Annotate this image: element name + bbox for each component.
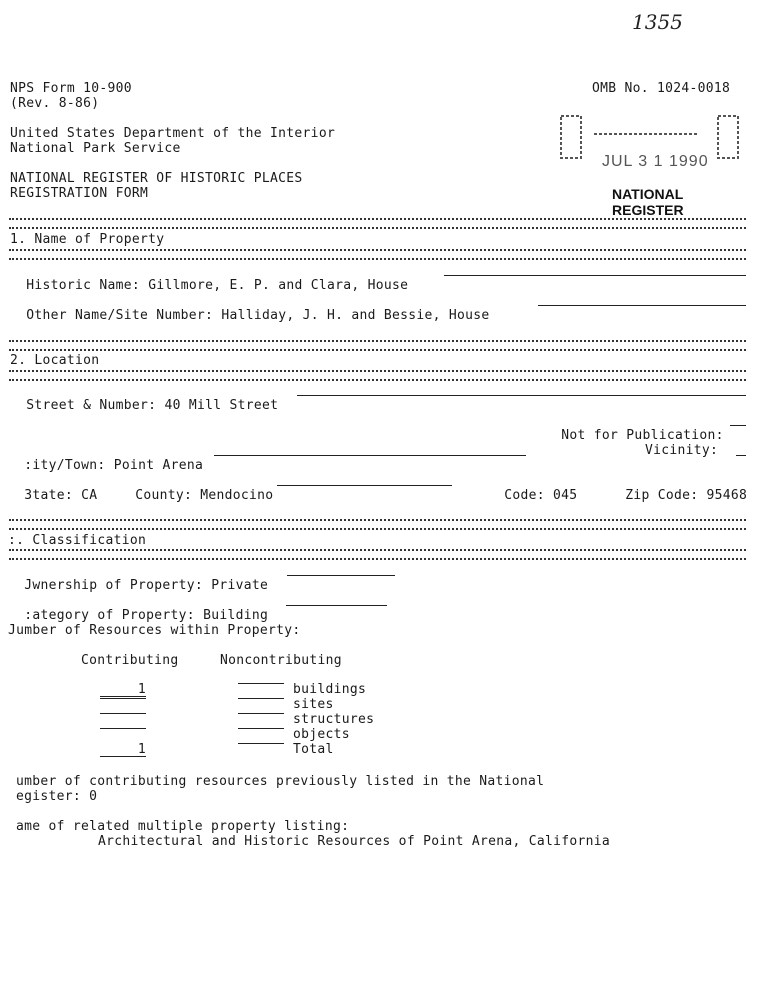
form-title-line1: NATIONAL REGISTER OF HISTORIC PLACES [10,171,303,186]
noncontributing-count [238,713,284,714]
section2-heading: 2. Location [10,353,100,368]
section3-heading: :. Classification [8,533,147,548]
multiple-listing-label: ame of related multiple property listing: [16,819,350,834]
previously-listed-line1: umber of contributing resources previously listed in the National [16,774,545,789]
not-for-publication-fill-line [730,414,746,426]
section-divider [9,340,746,351]
vicinity-label: Vicinity: [645,443,719,458]
form-title-line2: REGISTRATION FORM [10,186,149,201]
vicinity-fill-line [736,444,746,456]
ownership-fill-line [287,564,395,576]
ownership-row [8,563,268,593]
historic-name-fill-line [444,264,746,276]
section-divider [9,519,746,530]
street-value: 40 Mill Street [164,398,279,413]
noncontributing-count [238,728,284,729]
city-value: Point Arena [113,458,204,473]
not-for-publication-label: Not for Publication: [561,428,724,443]
contributing-count [100,728,146,729]
city-fill-line [214,444,526,456]
category-fill-line [286,594,387,606]
department-name: United States Department of the Interior [10,126,336,141]
category-row [8,593,268,623]
street-fill-line [297,384,746,396]
county-label: County: [135,488,193,503]
resource-type: sites [293,697,334,712]
not-for-publication [545,413,724,443]
omb-number: OMB No. 1024-0018 [592,81,731,96]
other-name-value: Halliday, J. H. and Bessie, House [221,308,490,323]
code-row [488,473,577,503]
section-divider [9,249,746,260]
code-value: 045 [553,488,578,503]
form-number: NPS Form 10-900 [10,81,132,96]
col-contributing: Contributing [81,653,179,668]
noncontributing-count [238,743,284,744]
resources-label: Jumber of Resources within Property: [8,623,301,638]
resource-type: objects [293,727,350,742]
service-name: National Park Service [10,141,181,156]
other-name-label: Other Name/Site Number: [26,308,214,323]
historic-name-label: Historic Name: [26,278,141,293]
stamp-date: JUL 3 1 1990 [602,153,709,170]
zip-label: Zip Code: [625,488,699,503]
ownership-label: Jwnership of Property: [24,578,204,593]
code-label: Code: [504,488,545,503]
contributing-count [100,713,146,714]
stamp-national: NATIONAL [612,186,684,202]
col-noncontributing: Noncontributing [220,653,342,668]
resource-type: buildings [293,682,367,697]
handwritten-page-number: 1355 [632,10,683,34]
noncontributing-count [238,683,284,684]
street-label: Street & Number: [26,398,157,413]
street-row [10,383,278,413]
county-fill-line [277,474,452,486]
contributing-count: 1 [100,683,146,697]
form-revision: (Rev. 8-86) [10,96,100,111]
contributing-count [100,698,146,699]
section-divider [9,370,746,381]
resource-type: Total [293,742,334,757]
section-divider [9,549,746,560]
ownership-value: Private [211,578,269,593]
noncontributing-count [238,698,284,699]
state-label-text: 3tate: [24,488,74,503]
previously-listed-line2: egister: 0 [16,789,98,804]
city-label: :ity/Town: [24,458,106,473]
category-label: :ategory of Property: [24,608,195,623]
historic-name-value: Gillmore, E. P. and Clara, House [148,278,409,293]
historic-name-row [10,263,408,293]
zip-value: 95468 [706,488,748,503]
multiple-listing-value: Architectural and Historic Resources of Point Arena, California [98,834,610,849]
stamp-register: REGISTER [612,202,684,218]
resource-type: structures [293,712,375,727]
category-value: Building [203,608,269,623]
state-value: CA [81,488,98,503]
section1-heading: 1. Name of Property [10,232,165,247]
contributing-count: 1 [100,743,146,757]
zip-row [609,473,747,503]
city-row [8,443,203,473]
county-value: Mendocino [200,488,274,503]
other-name-fill-line [538,294,746,306]
section-divider [9,218,746,229]
other-name-row [10,293,490,323]
county-row [119,473,273,503]
state-label [8,473,97,503]
